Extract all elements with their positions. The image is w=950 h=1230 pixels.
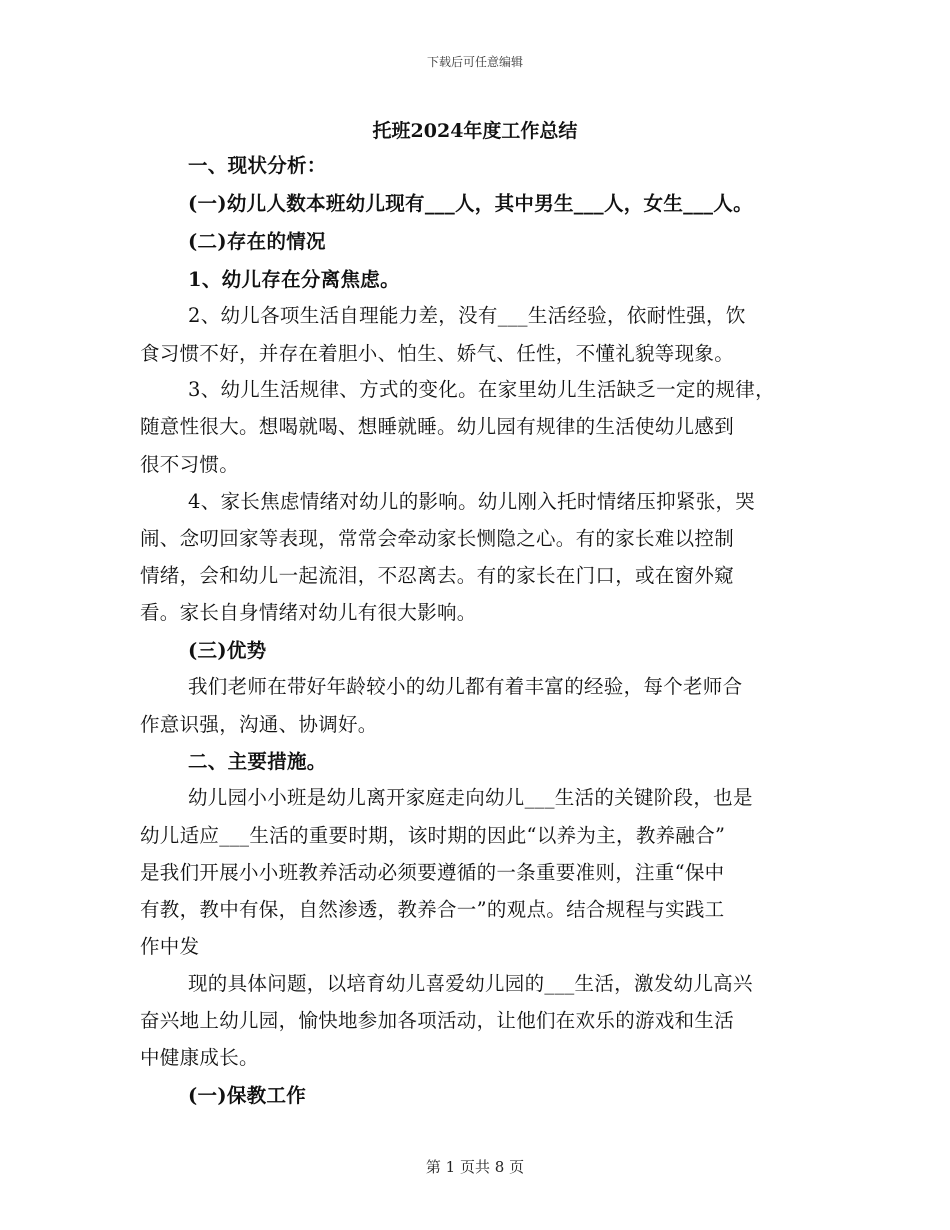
paragraph-line: 食习惯不好，并存在着胆小、怕生、娇气、任性，不懂礼貌等现象。 (140, 342, 735, 365)
paragraph-line: 作意识强，沟通、协调好。 (140, 713, 378, 736)
paragraph-line: 是我们开展小小班教养活动必须要遵循的一条重要准则，注重“保中 (140, 861, 725, 884)
paragraph-line: 很不习惯。 (140, 453, 240, 476)
paragraph-line: 现的具体问题，以培育幼儿喜爱幼儿园的___生活，激发幼儿高兴 (188, 972, 753, 995)
paragraph-line: 中健康成长。 (140, 1046, 259, 1069)
paragraph-line: 3、幼儿生活规律、方式的变化。在家里幼儿生活缺乏一定的规律， (188, 378, 775, 401)
page-footer: 第 1 页共 8 页 (425, 1158, 525, 1176)
section-heading: 二、主要措施。 (188, 750, 327, 773)
section-heading: 一、现状分析： (188, 154, 327, 177)
subsection-heading: (一)幼儿人数本班幼儿现有___人，其中男生___人，女生___人。 (188, 192, 753, 215)
item-heading: 1、幼儿存在分离焦虑。 (188, 268, 400, 291)
document-title: 托班2024年度工作总结 (372, 120, 578, 142)
subsection-heading: (二)存在的情况 (188, 230, 326, 253)
paragraph-line: 2、幼儿各项生活自理能力差，没有___生活经验，依耐性强，饮 (188, 304, 746, 327)
page-header: 下载后可任意编辑 (426, 55, 523, 69)
paragraph-line: 幼儿园小小班是幼儿离开家庭走向幼儿___生活的关键阶段，也是 (188, 786, 753, 809)
paragraph-line: 4、家长焦虑情绪对幼儿的影响。幼儿刚入托时情绪压抑紧张，哭 (188, 490, 756, 513)
subsection-heading: (一)保教工作 (188, 1084, 307, 1107)
paragraph-line: 幼儿适应___生活的重要时期，该时期的因此“以养为主，教养融合” (140, 824, 726, 847)
paragraph-line: 随意性很大。想喝就喝、想睡就睡。幼儿园有规律的生活使幼儿感到 (140, 415, 735, 438)
paragraph-line: 有教，教中有保，自然渗透，教养合一”的观点。结合规程与实践工 (140, 898, 725, 921)
paragraph-line: 奋兴地上幼儿园，愉快地参加各项活动，让他们在欢乐的游戏和生活 (140, 1009, 735, 1032)
paragraph-line: 闹、念叨回家等表现，常常会牵动家长恻隐之心。有的家长难以控制 (140, 527, 735, 550)
subsection-heading: (三)优势 (188, 639, 267, 662)
paragraph-line: 我们老师在带好年龄较小的幼儿都有着丰富的经验，每个老师合 (188, 675, 743, 698)
paragraph-line: 作中发 (140, 935, 200, 958)
paragraph-line: 看。家长自身情绪对幼儿有很大影响。 (140, 601, 477, 624)
paragraph-line: 情绪，会和幼儿一起流泪，不忍离去。有的家长在门口，或在窗外窥 (140, 564, 735, 587)
